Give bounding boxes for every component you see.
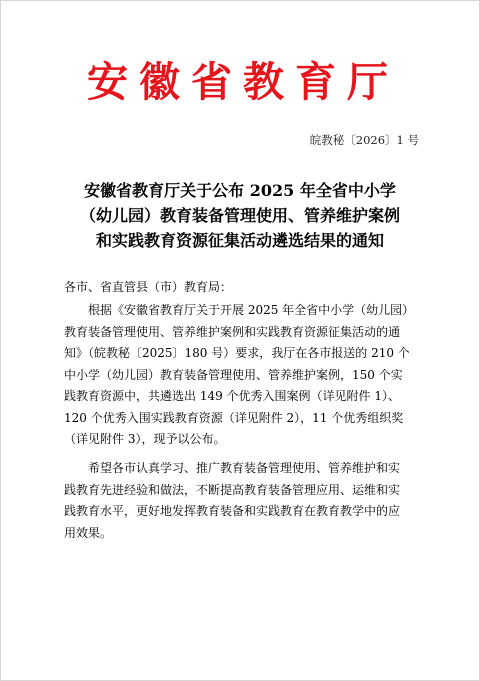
paragraph-line: 希望各市认真学习、推广教育装备管理使用、管养维护和实 — [88, 461, 401, 475]
paragraph-line: 用效果。 — [64, 525, 113, 540]
paragraph-line: 践教育资源中，共遴选出 149 个优秀入围案例（详见附件 1）、 — [64, 389, 400, 403]
paragraph-line: 教育装备管理使用、管养维护案例和实践教育资源征集活动的通 — [64, 324, 401, 339]
paragraph-line: 根据《安徽省教育厅关于开展 2025 年全省中小学（幼儿园） — [88, 303, 415, 317]
paragraph-line: （详见附件 3），现予以公布。 — [64, 432, 226, 446]
paragraph-line: 120 个优秀入围实践教育资源（详见附件 2），11 个优秀组织奖 — [64, 410, 404, 425]
page-border-top — [0, 0, 480, 1]
paragraph-line: 中小学（幼儿园）教育装备管理使用、管养维护案例，150 个实 — [64, 367, 403, 382]
salutation: 各市、省直管县（市）教育局： — [64, 280, 233, 294]
document-title — [40, 178, 440, 253]
paragraph-line: 践教育水平，更好地发挥教育装备和实践教育在教育教学中的应 — [64, 504, 401, 518]
body-paragraph — [64, 458, 424, 544]
title-line: （幼儿园）教育装备管理使用、管养维护案例 — [79, 206, 400, 225]
paragraph-line: 知》（皖教秘〔2025〕180 号）要求，我厅在各市报送的 210 个 — [64, 346, 410, 360]
body-paragraph — [64, 300, 424, 451]
document-number: 皖教秘〔2026〕1 号 — [309, 133, 419, 147]
agency-header: 安徽省教育厅 — [87, 58, 399, 106]
paragraph-line: 践教育先进经验和做法，不断提高教育装备管理应用、运维和实 — [64, 482, 401, 497]
title-line: 和实践教育资源征集活动遴选结果的通知 — [95, 231, 384, 250]
title-line: 安徽省教育厅关于公布 2025 年全省中小学 — [84, 181, 396, 200]
